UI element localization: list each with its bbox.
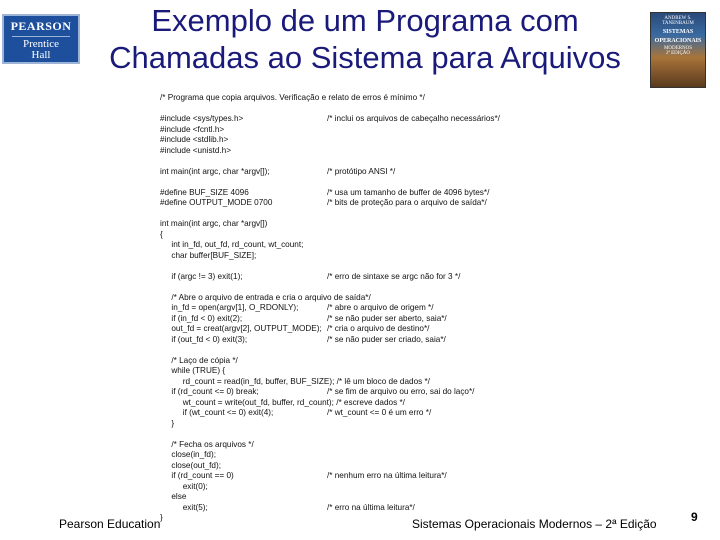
code-text: /* Programa que copia arquivos. Verificação e relato de erros é mínimo */ (160, 93, 425, 102)
code-text: int main(int argc, char *argv[]) (160, 219, 268, 228)
code-line (160, 450, 540, 461)
code-text: /* Laço de cópia */ (160, 355, 238, 365)
code-line (160, 198, 540, 209)
code-comment: /* cria o arquivo de destino*/ (327, 324, 430, 333)
pearson-prentice-hall-logo (2, 14, 80, 64)
code-text: #define BUF_SIZE 4096 (160, 187, 249, 197)
code-line (160, 125, 540, 136)
code-text: #define OUTPUT_MODE 0700 (160, 198, 273, 207)
code-line (160, 345, 540, 356)
book-author: ANDREW S. TANENBAUM (662, 16, 694, 26)
code-line (160, 419, 540, 430)
code-text: /* Abre o arquivo de entrada e cria o arquivo de saída*/ (160, 292, 371, 302)
code-line (160, 240, 540, 251)
code-line (160, 114, 540, 125)
code-comment: /* nenhum erro na última leitura*/ (327, 471, 447, 480)
code-line (160, 272, 540, 283)
code-line (160, 303, 540, 314)
title-line-2: Chamadas ao Sistema para Arquivos (109, 40, 621, 75)
code-text: #include <stdlib.h> (160, 135, 229, 144)
code-line (160, 408, 540, 419)
book-cover-image (650, 12, 706, 88)
code-line (160, 324, 540, 335)
code-line (160, 440, 540, 451)
code-text: if (rd_count == 0) (160, 471, 234, 480)
footer-book-title: Sistemas Operacionais Modernos – 2ª Edição (412, 517, 657, 531)
code-line (160, 492, 540, 503)
code-text: /* Fecha os arquivos */ (160, 439, 254, 449)
footer-publisher: Pearson Education (59, 517, 161, 531)
page-number: 9 (691, 510, 698, 524)
code-line (160, 167, 540, 178)
code-comment: /* wt_count <= 0 é um erro */ (327, 408, 432, 417)
logo-brand: PEARSON (10, 19, 72, 33)
code-text: if (in_fd < 0) exit(2); (160, 313, 243, 323)
logo-sub-1: Prentice (22, 38, 60, 50)
code-line (160, 398, 540, 409)
code-line (160, 461, 540, 472)
code-line (160, 429, 540, 440)
code-text: close(in_fd); (160, 450, 216, 459)
code-comment: /* usa um tamanho de buffer de 4096 bytes*/ (327, 187, 490, 197)
code-line (160, 177, 540, 188)
code-comment: /* inclui os arquivos de cabeçalho necessários*/ (327, 114, 500, 123)
book-edition: 2ª EDIÇÃO (665, 51, 691, 56)
code-text: { (160, 229, 163, 239)
code-text: if (rd_count <= 0) break; (160, 387, 259, 396)
code-comment: /* abre o arquivo de origem */ (327, 303, 434, 312)
code-line (160, 93, 540, 104)
code-text: #include <unistd.h> (160, 145, 232, 155)
book-title-3: MODERNOS (663, 46, 693, 51)
book-title-1: SISTEMAS (662, 29, 694, 35)
code-line (160, 377, 540, 388)
code-text: if (wt_count <= 0) exit(4); (160, 408, 274, 417)
code-comment: /* erro de sintaxe se argc não for 3 */ (327, 271, 461, 281)
code-line (160, 335, 540, 346)
code-listing (160, 93, 540, 524)
code-line (160, 482, 540, 493)
code-text: out_fd = creat(argv[2], OUTPUT_MODE); (160, 324, 322, 333)
code-line (160, 219, 540, 230)
code-text: #include <sys/types.h> (160, 114, 244, 123)
code-line (160, 251, 540, 262)
code-comment: /* se fim de arquivo ou erro, sai do laço*/ (327, 387, 475, 396)
code-line (160, 209, 540, 220)
code-text: in_fd = open(argv[1], O_RDONLY); (160, 303, 299, 312)
title-line-1: Exemplo de um Programa com (151, 3, 579, 38)
code-text: char buffer[BUF_SIZE]; (160, 250, 257, 260)
code-text: exit(5); (160, 502, 208, 512)
code-text: #include <fcntl.h> (160, 124, 225, 134)
code-line (160, 503, 540, 514)
code-text: rd_count = read(in_fd, buffer, BUF_SIZE); /* lê um bloco de dados */ (160, 376, 430, 386)
code-text: } (160, 418, 175, 428)
code-line (160, 387, 540, 398)
code-comment: /* se não puder ser criado, saia*/ (327, 334, 446, 344)
code-text: else (160, 492, 187, 501)
code-line (160, 471, 540, 482)
code-line (160, 356, 540, 367)
code-line (160, 104, 540, 115)
code-text: while (TRUE) { (160, 366, 226, 375)
code-line (160, 293, 540, 304)
logo-sub-2: Hall (31, 49, 51, 61)
code-line (160, 146, 540, 157)
book-title-2: OPERACIONAIS (654, 38, 702, 44)
code-line (160, 188, 540, 199)
code-text: exit(0); (160, 481, 208, 491)
code-text: close(out_fd); (160, 460, 221, 470)
code-comment: /* se não puder ser aberto, saia*/ (327, 313, 447, 323)
code-text: wt_count = write(out_fd, buffer, rd_count); /* escreve dados */ (160, 397, 405, 407)
code-comment: /* protótipo ANSI */ (327, 166, 396, 176)
code-line (160, 366, 540, 377)
code-line (160, 282, 540, 293)
code-comment: /* erro na última leitura*/ (327, 502, 415, 512)
logo-divider (12, 36, 70, 37)
code-line (160, 156, 540, 167)
slide-title (80, 2, 650, 76)
code-line (160, 135, 540, 146)
code-text: int in_fd, out_fd, rd_count, wt_count; (160, 240, 304, 249)
code-text: if (argc != 3) exit(1); (160, 271, 243, 281)
code-line (160, 230, 540, 241)
code-line (160, 261, 540, 272)
code-text: } (160, 513, 163, 522)
code-text: if (out_fd < 0) exit(3); (160, 334, 248, 344)
code-comment: /* bits de proteção para o arquivo de saída*/ (327, 198, 487, 207)
code-line (160, 314, 540, 325)
code-text: int main(int argc, char *argv[]); (160, 166, 270, 176)
